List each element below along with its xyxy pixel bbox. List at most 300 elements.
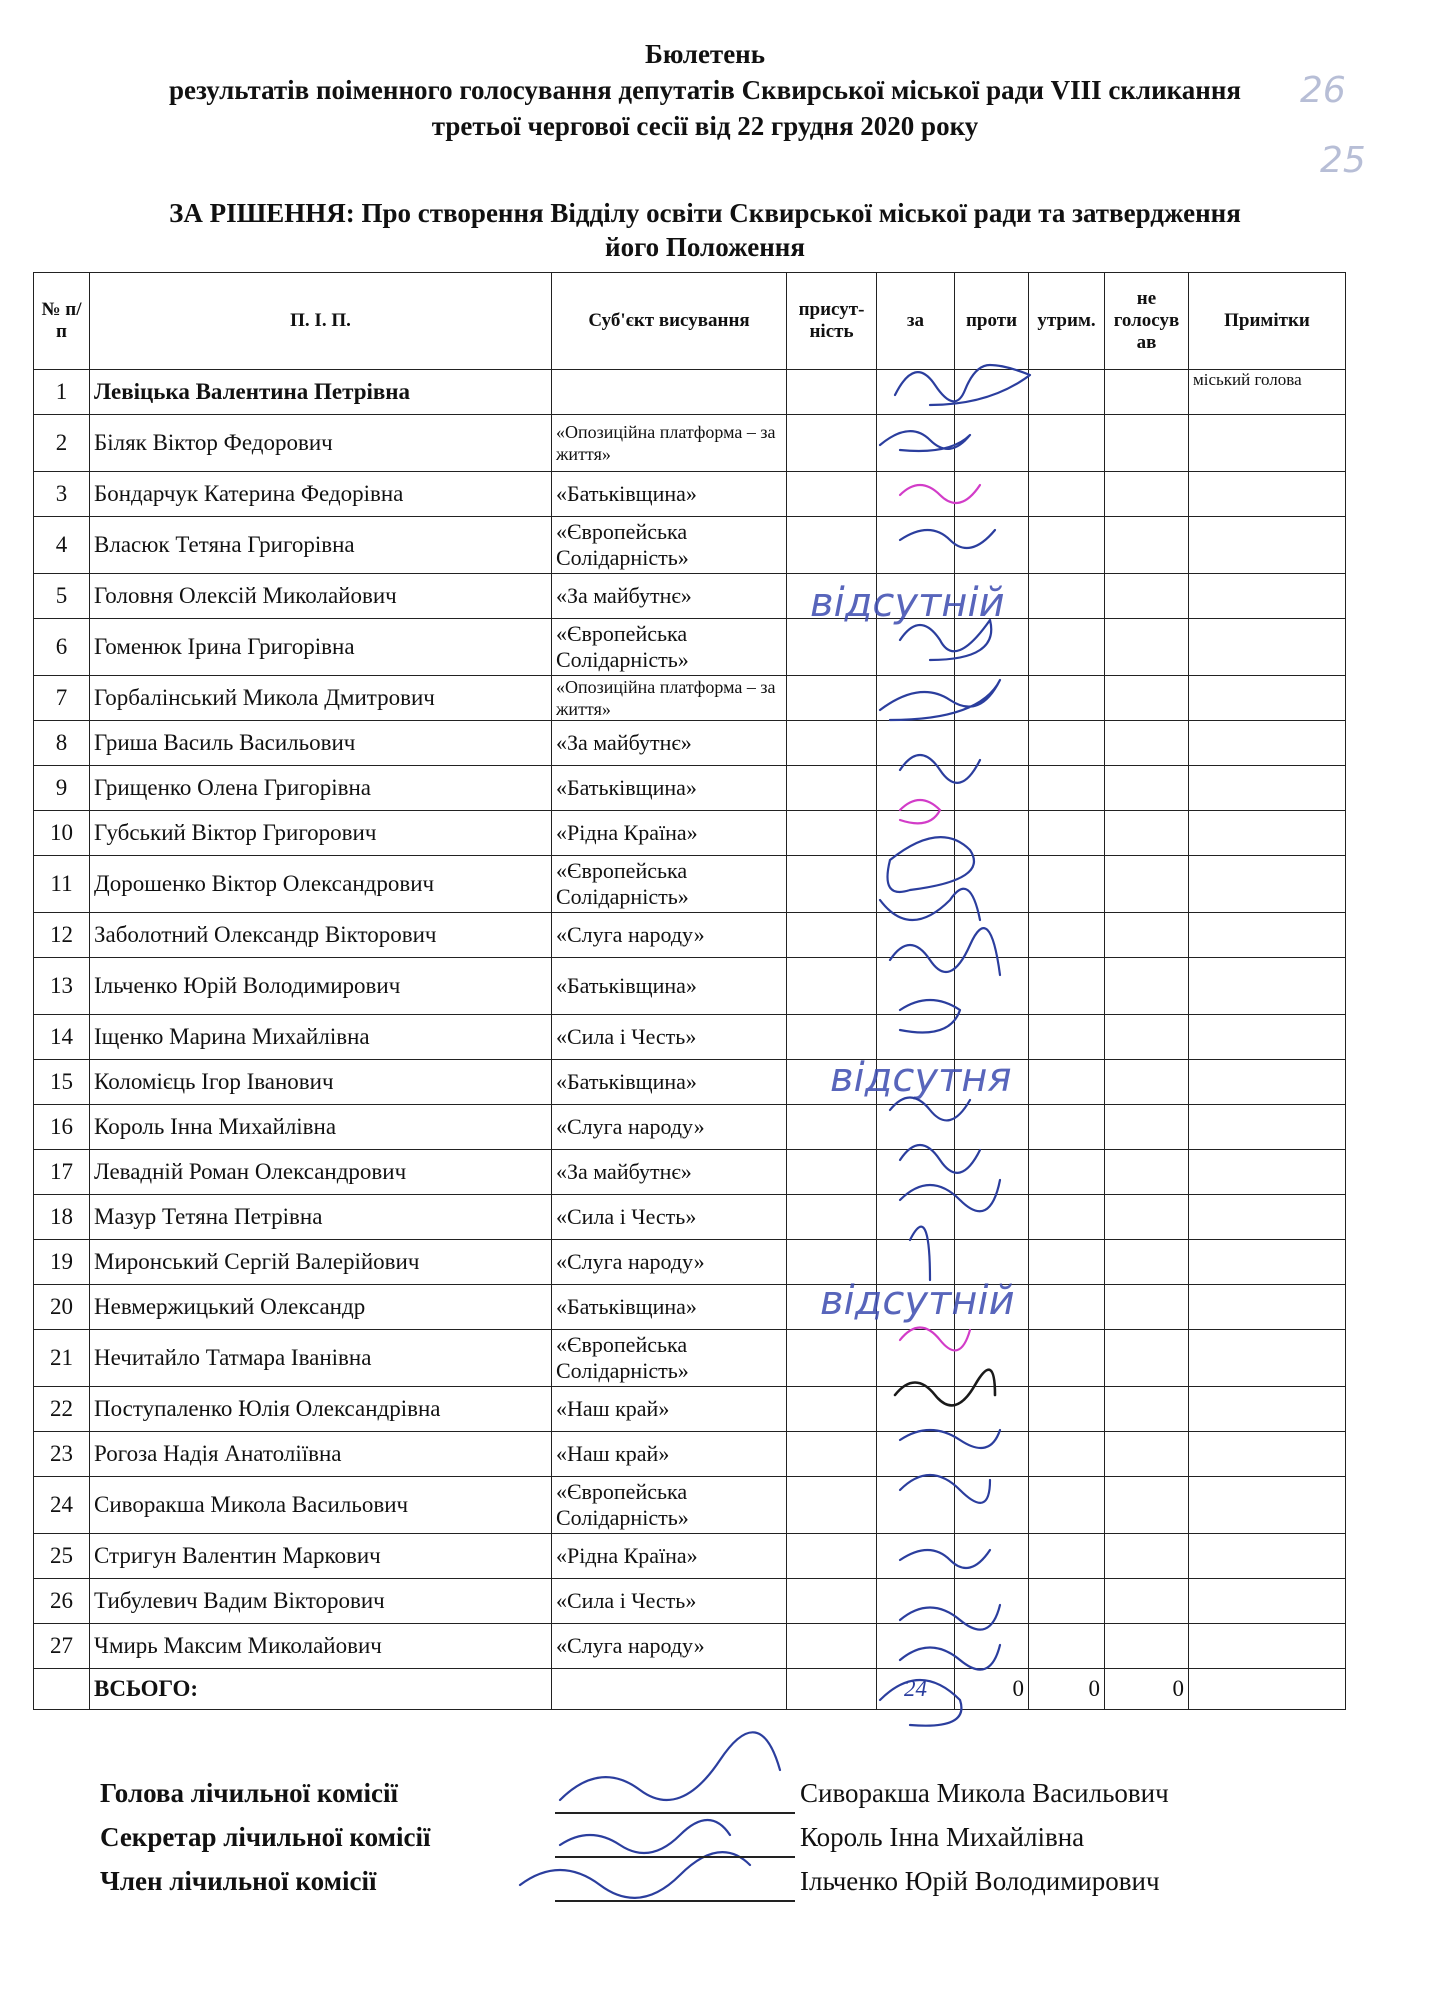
abstain-cell <box>1029 676 1105 721</box>
present-cell <box>787 811 877 856</box>
row-number: 25 <box>34 1534 90 1579</box>
deputy-name: Рогоза Надія Анатоліївна <box>90 1432 552 1477</box>
table-row <box>34 1150 1346 1195</box>
present-cell <box>787 676 877 721</box>
deputy-name: Біляк Віктор Федорович <box>90 415 552 472</box>
for-cell <box>877 1477 955 1534</box>
row-number: 12 <box>34 913 90 958</box>
present-cell <box>787 1150 877 1195</box>
not-voted-cell <box>1105 472 1189 517</box>
not-voted-cell <box>1105 721 1189 766</box>
against-cell <box>955 958 1029 1015</box>
col-abstain-header: утрим. <box>1029 273 1105 370</box>
deputy-name: Миронський Сергій Валерійович <box>90 1240 552 1285</box>
abstain-cell <box>1029 574 1105 619</box>
party: «Опозиційна платформа – за життя» <box>552 415 787 472</box>
abstain-cell <box>1029 958 1105 1015</box>
deputy-name: Сиворакша Микола Васильович <box>90 1477 552 1534</box>
against-cell <box>955 1477 1029 1534</box>
abstain-cell <box>1029 415 1105 472</box>
col-notes-header: Примітки <box>1189 273 1346 370</box>
against-cell <box>955 856 1029 913</box>
note-cell <box>1189 1240 1346 1285</box>
abstain-cell <box>1029 1240 1105 1285</box>
party: «Європейська Солідарність» <box>552 1330 787 1387</box>
member-name: Ільченко Юрій Володимирович <box>800 1866 1160 1896</box>
votes-table <box>33 272 1346 1710</box>
party: «Батьківщина» <box>552 766 787 811</box>
note-cell <box>1189 1015 1346 1060</box>
party: «Європейська Солідарність» <box>552 856 787 913</box>
party: «Європейська Солідарність» <box>552 619 787 676</box>
for-cell <box>877 721 955 766</box>
not-voted-cell <box>1105 1579 1189 1624</box>
present-cell <box>787 619 877 676</box>
table-row <box>34 856 1346 913</box>
for-cell <box>877 913 955 958</box>
abstain-cell <box>1029 1579 1105 1624</box>
col-name-header: П. І. П. <box>90 273 552 370</box>
abstain-cell <box>1029 1477 1105 1534</box>
member-role: Член лічильної комісії <box>100 1866 377 1896</box>
party: «Рідна Країна» <box>552 1534 787 1579</box>
absent-note-row-14: відсутня <box>830 1055 1012 1101</box>
not-voted-cell <box>1105 1477 1189 1534</box>
row-number: 1 <box>34 370 90 415</box>
col-party-header: Суб'єкт висування <box>552 273 787 370</box>
deputy-name: Бондарчук Катерина Федорівна <box>90 472 552 517</box>
party: «Європейська Солідарність» <box>552 517 787 574</box>
present-cell <box>787 415 877 472</box>
present-cell <box>787 913 877 958</box>
margin-note-page-b: 25 <box>1320 140 1366 181</box>
against-cell <box>955 1015 1029 1060</box>
total-present-cell <box>787 1669 877 1710</box>
not-voted-cell <box>1105 1195 1189 1240</box>
not-voted-cell <box>1105 1432 1189 1477</box>
note-cell <box>1189 1150 1346 1195</box>
row-number: 8 <box>34 721 90 766</box>
note-cell <box>1189 856 1346 913</box>
abstain-cell <box>1029 472 1105 517</box>
against-cell <box>955 1624 1029 1669</box>
not-voted-cell <box>1105 1060 1189 1105</box>
table-row <box>34 1330 1346 1387</box>
present-cell <box>787 1579 877 1624</box>
deputy-name: Власюк Тетяна Григорівна <box>90 517 552 574</box>
note-cell <box>1189 1387 1346 1432</box>
note-cell <box>1189 472 1346 517</box>
table-row <box>34 415 1346 472</box>
against-cell <box>955 619 1029 676</box>
not-voted-cell <box>1105 958 1189 1015</box>
note-cell <box>1189 1624 1346 1669</box>
note-cell <box>1189 517 1346 574</box>
table-row <box>34 811 1346 856</box>
row-number: 19 <box>34 1240 90 1285</box>
table-row <box>34 517 1346 574</box>
for-cell <box>877 472 955 517</box>
present-cell <box>787 1432 877 1477</box>
abstain-cell <box>1029 619 1105 676</box>
abstain-cell <box>1029 1285 1105 1330</box>
party: «Слуга народу» <box>552 913 787 958</box>
row-number: 26 <box>34 1579 90 1624</box>
row-number: 20 <box>34 1285 90 1330</box>
col-number-header: № п/п <box>34 273 90 370</box>
against-cell <box>955 1195 1029 1240</box>
present-cell <box>787 856 877 913</box>
decision-line-1: ЗА РІШЕННЯ: Про створення Відділу освіти Сквирської міської ради та затвердження <box>169 198 1241 228</box>
document-subtitle: результатів поіменного голосування депутатів Сквирської міської ради VIII скликання <box>168 75 1242 105</box>
table-row <box>34 676 1346 721</box>
table-row <box>34 1240 1346 1285</box>
against-cell <box>955 766 1029 811</box>
party: «Сила і Честь» <box>552 1195 787 1240</box>
party: «Сила і Честь» <box>552 1015 787 1060</box>
for-cell <box>877 1330 955 1387</box>
party: «Сила і Честь» <box>552 1579 787 1624</box>
decision-title <box>60 196 1350 264</box>
margin-note-page-a: 26 <box>1300 70 1346 111</box>
note-cell <box>1189 1477 1346 1534</box>
table-row <box>34 913 1346 958</box>
deputy-name: Грищенко Олена Григорівна <box>90 766 552 811</box>
table-row <box>34 1624 1346 1669</box>
deputy-name: Король Інна Михайлівна <box>90 1105 552 1150</box>
table-row <box>34 1285 1346 1330</box>
abstain-cell <box>1029 766 1105 811</box>
note-cell <box>1189 766 1346 811</box>
present-cell <box>787 1330 877 1387</box>
party: «За майбутнє» <box>552 574 787 619</box>
row-number: 14 <box>34 1015 90 1060</box>
note-cell <box>1189 1105 1346 1150</box>
party: «Слуга народу» <box>552 1624 787 1669</box>
present-cell <box>787 1534 877 1579</box>
deputy-name: Нечитайло Татмара Іванівна <box>90 1330 552 1387</box>
for-cell <box>877 1579 955 1624</box>
table-row <box>34 1387 1346 1432</box>
table-row <box>34 472 1346 517</box>
not-voted-cell <box>1105 1624 1189 1669</box>
row-number: 13 <box>34 958 90 1015</box>
not-voted-cell <box>1105 856 1189 913</box>
session-date: третьої чергової сесії від 22 грудня 2020 року <box>431 111 979 141</box>
note-cell <box>1189 619 1346 676</box>
party: «Батьківщина» <box>552 958 787 1015</box>
for-cell <box>877 1432 955 1477</box>
party: «Батьківщина» <box>552 1060 787 1105</box>
table-row <box>34 619 1346 676</box>
table-row <box>34 370 1346 415</box>
row-number: 15 <box>34 1060 90 1105</box>
party: «Опозиційна платформа – за життя» <box>552 676 787 721</box>
present-cell <box>787 370 877 415</box>
against-cell <box>955 721 1029 766</box>
party: «Рідна Країна» <box>552 811 787 856</box>
party: «Наш край» <box>552 1432 787 1477</box>
document-title: Бюлетень <box>644 39 766 69</box>
total-label: ВСЬОГО: <box>90 1669 552 1710</box>
signature-rule <box>555 1812 795 1814</box>
against-cell <box>955 1105 1029 1150</box>
present-cell <box>787 472 877 517</box>
row-number: 11 <box>34 856 90 913</box>
note-cell <box>1189 721 1346 766</box>
not-voted-cell <box>1105 1534 1189 1579</box>
note-cell <box>1189 574 1346 619</box>
party: «За майбутнє» <box>552 721 787 766</box>
party: «Батьківщина» <box>552 472 787 517</box>
party: «За майбутнє» <box>552 1150 787 1195</box>
row-number: 21 <box>34 1330 90 1387</box>
note-cell <box>1189 1195 1346 1240</box>
deputy-name: Губський Віктор Григорович <box>90 811 552 856</box>
table-row <box>34 721 1346 766</box>
note-cell <box>1189 1285 1346 1330</box>
row-number: 10 <box>34 811 90 856</box>
against-cell <box>955 517 1029 574</box>
table-row <box>34 1015 1346 1060</box>
table-row <box>34 1432 1346 1477</box>
total-against: 0 <box>955 1669 1029 1710</box>
not-voted-cell <box>1105 913 1189 958</box>
table-row <box>34 574 1346 619</box>
present-cell <box>787 1387 877 1432</box>
against-cell <box>955 1579 1029 1624</box>
note-cell: міський голова <box>1189 370 1346 415</box>
for-cell <box>877 856 955 913</box>
abstain-cell <box>1029 1060 1105 1105</box>
against-cell <box>955 913 1029 958</box>
deputy-name: Іщенко Марина Михайлівна <box>90 1015 552 1060</box>
not-voted-cell <box>1105 1150 1189 1195</box>
not-voted-cell <box>1105 415 1189 472</box>
deputy-name: Ільченко Юрій Володимирович <box>90 958 552 1015</box>
row-number: 17 <box>34 1150 90 1195</box>
absent-note-row-19: відсутній <box>820 1278 1015 1324</box>
deputy-name: Гриша Василь Васильович <box>90 721 552 766</box>
col-against-header: проти <box>955 273 1029 370</box>
row-number: 5 <box>34 574 90 619</box>
col-present-header: присут-ність <box>787 273 877 370</box>
deputy-name: Коломієць Ігор Іванович <box>90 1060 552 1105</box>
abstain-cell <box>1029 856 1105 913</box>
note-cell <box>1189 1579 1346 1624</box>
row-number: 18 <box>34 1195 90 1240</box>
signature-rule <box>555 1900 795 1902</box>
abstain-cell <box>1029 1330 1105 1387</box>
row-number: 27 <box>34 1624 90 1669</box>
total-notes-cell <box>1189 1669 1346 1710</box>
total-row <box>34 1669 1346 1710</box>
not-voted-cell <box>1105 1240 1189 1285</box>
present-cell <box>787 1477 877 1534</box>
table-header-row <box>34 273 1346 370</box>
against-cell <box>955 1150 1029 1195</box>
table-row <box>34 1105 1346 1150</box>
not-voted-cell <box>1105 1015 1189 1060</box>
for-cell <box>877 766 955 811</box>
for-cell <box>877 1105 955 1150</box>
against-cell <box>955 811 1029 856</box>
row-number: 2 <box>34 415 90 472</box>
present-cell <box>787 766 877 811</box>
not-voted-cell <box>1105 1387 1189 1432</box>
table-row <box>34 1060 1346 1105</box>
against-cell <box>955 415 1029 472</box>
deputy-name: Невмержицький Олександр <box>90 1285 552 1330</box>
against-cell <box>955 1330 1029 1387</box>
deputy-name: Чмирь Максим Миколайович <box>90 1624 552 1669</box>
for-cell <box>877 811 955 856</box>
note-cell <box>1189 676 1346 721</box>
present-cell <box>787 1195 877 1240</box>
row-number: 22 <box>34 1387 90 1432</box>
not-voted-cell <box>1105 370 1189 415</box>
note-cell <box>1189 1534 1346 1579</box>
present-cell <box>787 721 877 766</box>
for-cell <box>877 1015 955 1060</box>
party: «Слуга народу» <box>552 1240 787 1285</box>
not-voted-cell <box>1105 811 1189 856</box>
for-cell <box>877 619 955 676</box>
deputy-name: Мазур Тетяна Петрівна <box>90 1195 552 1240</box>
for-cell <box>877 517 955 574</box>
note-cell <box>1189 1432 1346 1477</box>
row-number: 23 <box>34 1432 90 1477</box>
deputy-name: Левадній Роман Олександрович <box>90 1150 552 1195</box>
party: «Батьківщина» <box>552 1285 787 1330</box>
col-for-header: за <box>877 273 955 370</box>
chair-role: Голова лічильної комісії <box>100 1778 398 1808</box>
for-cell <box>877 1534 955 1579</box>
signature-member <box>100 1866 1350 1908</box>
against-cell <box>955 370 1029 415</box>
abstain-cell <box>1029 1015 1105 1060</box>
secretary-name: Король Інна Михайлівна <box>800 1822 1085 1852</box>
deputy-name: Гоменюк Ірина Григорівна <box>90 619 552 676</box>
note-cell <box>1189 415 1346 472</box>
deputy-name: Горбалінський Микола Дмитрович <box>90 676 552 721</box>
abstain-cell <box>1029 1150 1105 1195</box>
party: «Європейська Солідарність» <box>552 1477 787 1534</box>
against-cell <box>955 1387 1029 1432</box>
for-cell <box>877 370 955 415</box>
note-cell <box>1189 1330 1346 1387</box>
document-header <box>60 36 1350 144</box>
not-voted-cell <box>1105 766 1189 811</box>
table-row <box>34 766 1346 811</box>
note-cell <box>1189 913 1346 958</box>
total-party-cell <box>552 1669 787 1710</box>
abstain-cell <box>1029 1432 1105 1477</box>
row-number: 16 <box>34 1105 90 1150</box>
for-cell <box>877 415 955 472</box>
party: «Слуга народу» <box>552 1105 787 1150</box>
deputy-name: Тибулевич Вадим Вікторович <box>90 1579 552 1624</box>
present-cell <box>787 1624 877 1669</box>
not-voted-cell <box>1105 1285 1189 1330</box>
for-cell <box>877 1195 955 1240</box>
present-cell <box>787 1015 877 1060</box>
deputy-name: Головня Олексій Миколайович <box>90 574 552 619</box>
present-cell <box>787 958 877 1015</box>
not-voted-cell <box>1105 676 1189 721</box>
not-voted-cell <box>1105 517 1189 574</box>
row-number: 9 <box>34 766 90 811</box>
for-cell <box>877 1387 955 1432</box>
abstain-cell <box>1029 1534 1105 1579</box>
secretary-role: Секретар лічильної комісії <box>100 1822 431 1852</box>
table-row <box>34 1579 1346 1624</box>
signature-rule <box>555 1856 795 1858</box>
table-row <box>34 1195 1346 1240</box>
table-row <box>34 1477 1346 1534</box>
deputy-name: Левіцька Валентина Петрівна <box>90 370 552 415</box>
table-row <box>34 1534 1346 1579</box>
row-number: 24 <box>34 1477 90 1534</box>
present-cell <box>787 1105 877 1150</box>
note-cell <box>1189 811 1346 856</box>
abstain-cell <box>1029 913 1105 958</box>
deputy-name: Стригун Валентин Маркович <box>90 1534 552 1579</box>
row-number: 4 <box>34 517 90 574</box>
total-num-cell <box>34 1669 90 1710</box>
total-abstain: 0 <box>1029 1669 1105 1710</box>
table-row <box>34 958 1346 1015</box>
abstain-cell <box>1029 517 1105 574</box>
signature-chair <box>100 1778 1350 1820</box>
deputy-name: Дорошенко Віктор Олександрович <box>90 856 552 913</box>
deputy-name: Поступаленко Юлія Олександрівна <box>90 1387 552 1432</box>
against-cell <box>955 1534 1029 1579</box>
not-voted-cell <box>1105 1330 1189 1387</box>
note-cell <box>1189 1060 1346 1105</box>
present-cell <box>787 517 877 574</box>
party: «Наш край» <box>552 1387 787 1432</box>
signature-secretary <box>100 1822 1350 1864</box>
not-voted-cell <box>1105 619 1189 676</box>
not-voted-cell <box>1105 1105 1189 1150</box>
row-number: 3 <box>34 472 90 517</box>
not-voted-cell <box>1105 574 1189 619</box>
abstain-cell <box>1029 370 1105 415</box>
for-cell <box>877 958 955 1015</box>
against-cell <box>955 472 1029 517</box>
deputy-name: Заболотний Олександр Вікторович <box>90 913 552 958</box>
against-cell <box>955 676 1029 721</box>
against-cell <box>955 1432 1029 1477</box>
col-not-voted-header: не голосув ав <box>1105 273 1189 370</box>
abstain-cell <box>1029 811 1105 856</box>
decision-line-2: його Положення <box>605 232 805 262</box>
abstain-cell <box>1029 1195 1105 1240</box>
abstain-cell <box>1029 721 1105 766</box>
total-for: 24 <box>877 1669 955 1710</box>
total-not-voted: 0 <box>1105 1669 1189 1710</box>
abstain-cell <box>1029 1387 1105 1432</box>
note-cell <box>1189 958 1346 1015</box>
for-cell <box>877 1624 955 1669</box>
chair-name: Сиворакша Микола Васильович <box>800 1778 1169 1808</box>
row-number: 7 <box>34 676 90 721</box>
row-number: 6 <box>34 619 90 676</box>
abstain-cell <box>1029 1105 1105 1150</box>
abstain-cell <box>1029 1624 1105 1669</box>
for-cell <box>877 676 955 721</box>
